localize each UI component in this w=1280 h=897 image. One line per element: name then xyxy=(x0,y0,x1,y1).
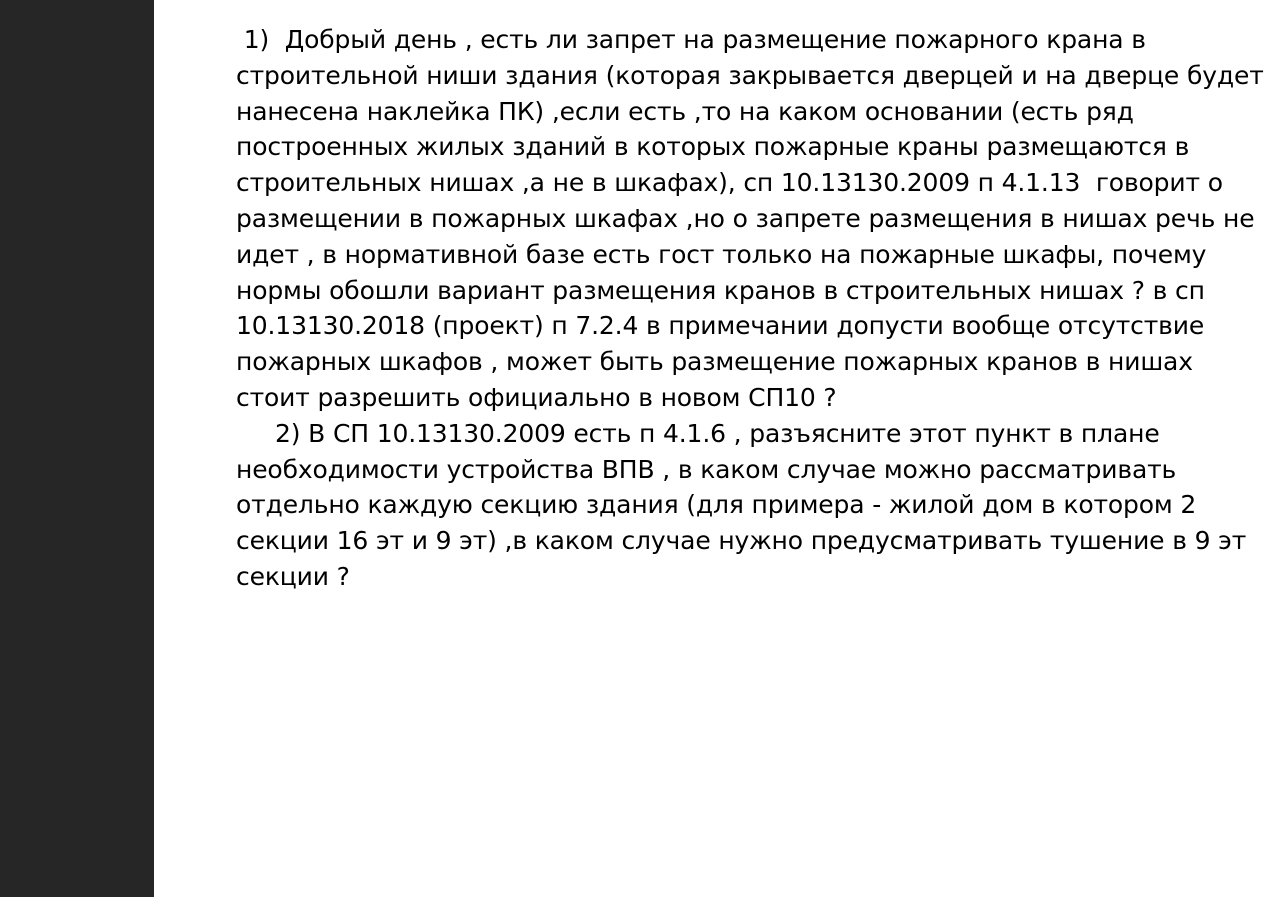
question-text xyxy=(236,22,1264,595)
text-line: строительной ниши здания (которая закрывается дверцей и на дверце будет xyxy=(236,60,1264,90)
text-line: пожарных шкафов , может быть размещение пожарных кранов в нишах xyxy=(236,347,1193,377)
text-line: отдельно каждую секцию здания (для примера - жилой дом в котором 2 xyxy=(236,490,1197,520)
left-margin-panel xyxy=(0,0,154,897)
text-line: нормы обошли вариант размещения кранов в строительных нишах ? в сп xyxy=(236,275,1205,305)
text-line: идет , в нормативной базе есть гост только на пожарные шкафы, почему xyxy=(236,239,1207,269)
text-line: размещении в пожарных шкафах ,но о запрете размещения в нишах речь не xyxy=(236,203,1255,233)
text-line: нанесена наклейка ПК) ,если есть ,то на каком основании (есть ряд xyxy=(236,96,1134,126)
text-line: необходимости устройства ВПВ , в каком случае можно рассматривать xyxy=(236,454,1177,484)
text-line: строительных нишах ,а не в шкафах), сп 10.13130.2009 п 4.1.13 говорит о xyxy=(236,168,1223,198)
document-page xyxy=(154,0,1280,897)
text-line: секции 16 эт и 9 эт) ,в каком случае нужно предусматривать тушение в 9 эт xyxy=(236,526,1247,556)
text-line: секции ? xyxy=(236,561,350,591)
text-line: построенных жилых зданий в которых пожарные краны размещаются в xyxy=(236,132,1190,162)
text-line: 2) В СП 10.13130.2009 есть п 4.1.6 , разъясните этот пункт в плане xyxy=(236,418,1160,448)
text-line: 1) Добрый день , есть ли запрет на размещение пожарного крана в xyxy=(236,25,1146,54)
text-line: стоит разрешить официально в новом СП10 ? xyxy=(236,382,837,412)
text-line: 10.13130.2018 (проект) п 7.2.4 в примечании допусти вообще отсутствие xyxy=(236,311,1205,341)
